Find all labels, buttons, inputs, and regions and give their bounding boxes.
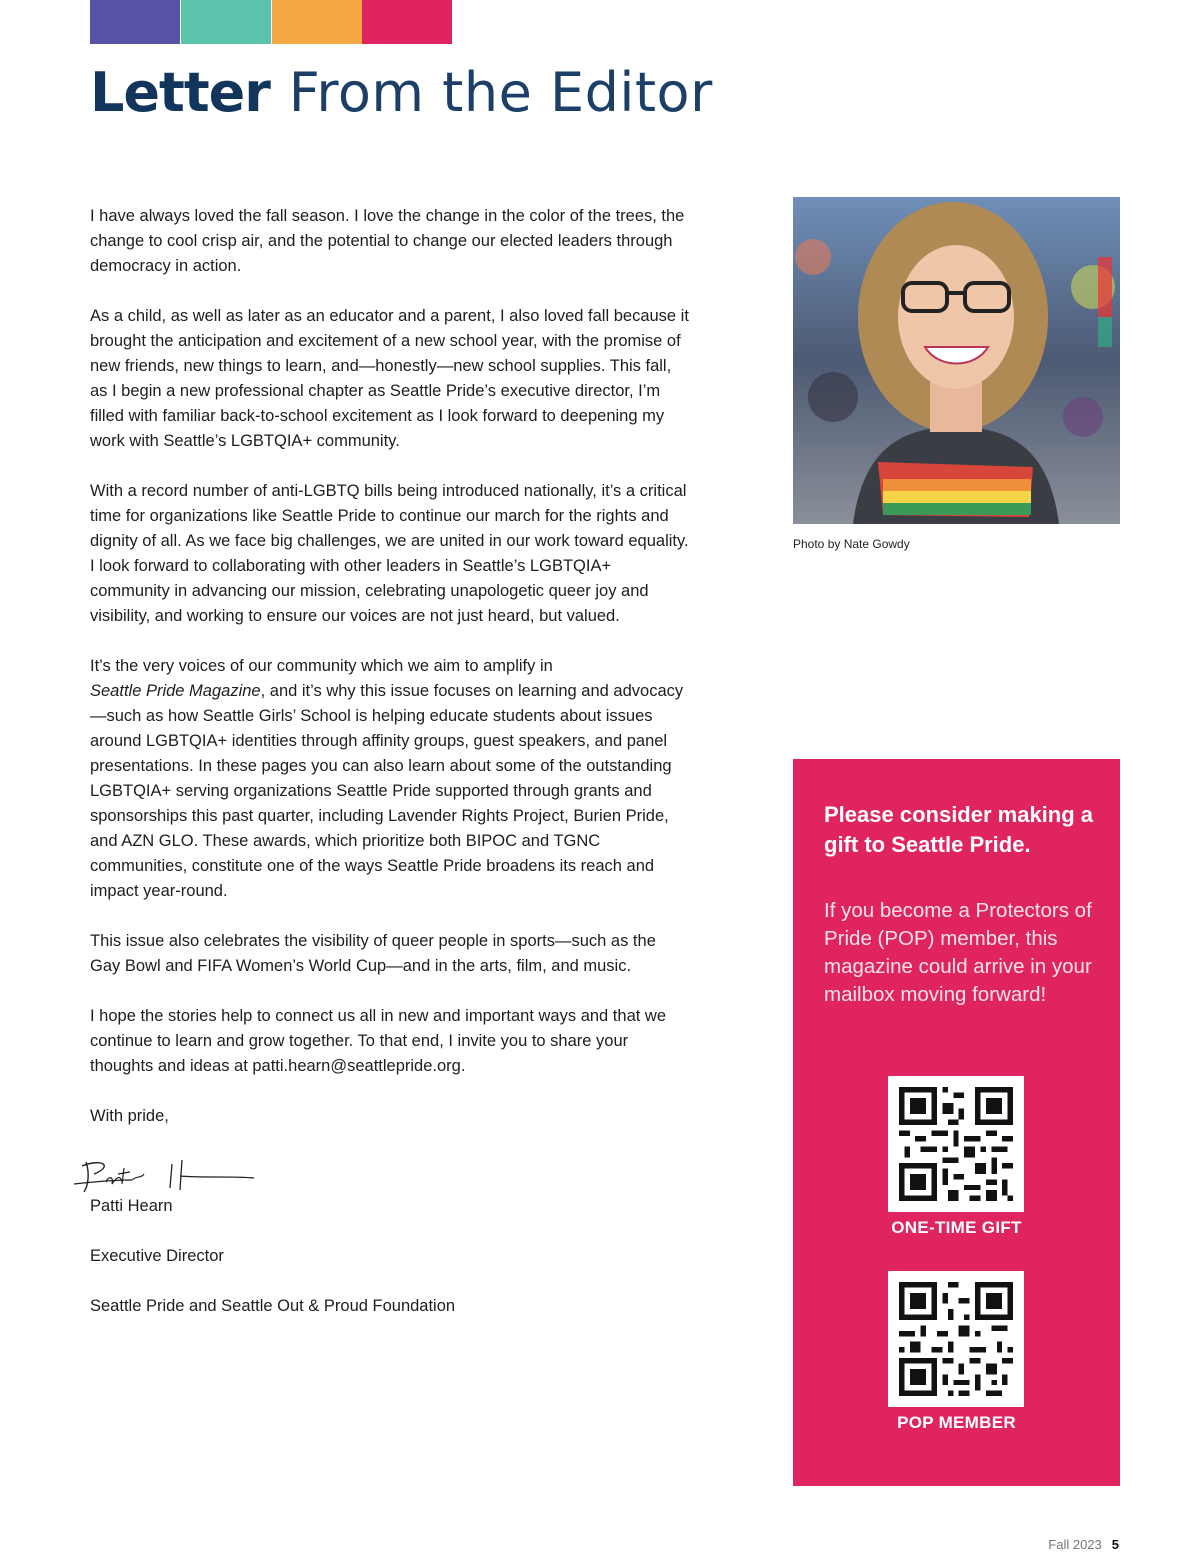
signer-org: Seattle Pride and Seattle Out & Proud Foundation bbox=[90, 1297, 456, 1315]
qr-code-icon bbox=[888, 1076, 1024, 1212]
one-time-gift-label[interactable]: ONE-TIME GIFT bbox=[891, 1218, 1022, 1237]
letter-paragraph-6: I hope the stories help to connect us all in new and important ways and that we continue to learn and grow together. To that end, I invite you to share your thoughts and ideas at patti.hearn@seattlepride.org. bbox=[90, 1007, 667, 1075]
color-bar-orange bbox=[272, 0, 362, 44]
paragraph-4-rest: , and it’s why this issue focuses on learning and advocacy—such as how Seattle Girls’ School is helping educate students about issues around LGBTQIA+ identities through affinity groups, guest speakers, and panel presentations. In these pages you can also learn about some of the outstanding LGBTQIA+ serving organizations Seattle Pride supported through grants and sponsorships this past quarter, including Lavender Rights Project, Burien Pride, and AZN GLO. These awards, which prioritize both BIPOC and TGNC communities, constitute one of the ways Seattle Pride broadens its reach and impact year-round. bbox=[90, 682, 684, 900]
magazine-title: Seattle Pride Magazine bbox=[90, 682, 261, 700]
one-time-gift-qr-code[interactable] bbox=[888, 1076, 1024, 1212]
title-bold: Letter bbox=[90, 61, 270, 124]
letter-paragraph-3: With a record number of anti-LGBTQ bills being introduced nationally, it’s a critical time for organizations like Seattle Pride to continue our march for the rights and dignity of all. As we face big challenges, we are united in our work toward equality. I look forward to collaborating with other leaders in Seattle’s LGBTQIA+ community in advancing our mission, celebrating unapologetic queer joy and visibility, and working to ensure our voices are not just heard, but valued. bbox=[90, 482, 689, 625]
signer-name: Patti Hearn bbox=[90, 1197, 173, 1215]
color-bar-teal bbox=[181, 0, 271, 44]
editor-portrait-illustration bbox=[793, 197, 1120, 524]
signature-image bbox=[72, 1154, 272, 1194]
color-bar-pink bbox=[362, 0, 452, 44]
letter-paragraph-4 bbox=[90, 654, 690, 904]
color-bar-purple bbox=[90, 0, 180, 44]
signer-role: Executive Director bbox=[90, 1247, 224, 1265]
title-light: From the Editor bbox=[288, 61, 713, 124]
issue-label: Fall 2023 bbox=[1048, 1537, 1102, 1552]
pop-member-label[interactable]: POP MEMBER bbox=[897, 1413, 1016, 1432]
qr-code-icon bbox=[888, 1271, 1024, 1407]
gift-body: If you become a Protectors of Pride (POP) member, this magazine could arrive in your mailbox moving forward! bbox=[824, 899, 1092, 1006]
editor-photo bbox=[793, 197, 1120, 524]
pop-member-qr-code[interactable] bbox=[888, 1271, 1024, 1407]
photo-credit: Photo by Nate Gowdy bbox=[793, 537, 910, 551]
letter-paragraph-2: As a child, as well as later as an educator and a parent, I also loved fall because it brought the anticipation and excitement of a new school year, with the promise of new friends, new things to learn, and—honestly—new school supplies. This fall, as I begin a new professional chapter as Seattle Pride’s executive director, I’m filled with familiar back-to-school excitement as I look forward to deepening my work with Seattle’s LGBTQIA+ community. bbox=[90, 307, 689, 450]
page-number: 5 bbox=[1111, 1537, 1119, 1552]
paragraph-4-intro: It’s the very voices of our community which we aim to amplify in bbox=[90, 657, 553, 675]
page-title bbox=[90, 60, 713, 126]
letter-paragraph-1: I have always loved the fall season. I love the change in the color of the trees, the change to cool crisp air, and the potential to change our elected leaders through democracy in action. bbox=[90, 207, 685, 275]
page-footer bbox=[1048, 1537, 1119, 1552]
signoff: With pride, bbox=[90, 1107, 169, 1125]
letter-body bbox=[90, 204, 690, 1344]
letter-paragraph-5: This issue also celebrates the visibility of queer people in sports—such as the Gay Bowl and FIFA Women’s World Cup—and in the arts, film, and music. bbox=[90, 932, 656, 975]
gift-heading: Please consider making a gift to Seattle Pride. bbox=[824, 802, 1094, 857]
donation-callout bbox=[793, 759, 1120, 1486]
